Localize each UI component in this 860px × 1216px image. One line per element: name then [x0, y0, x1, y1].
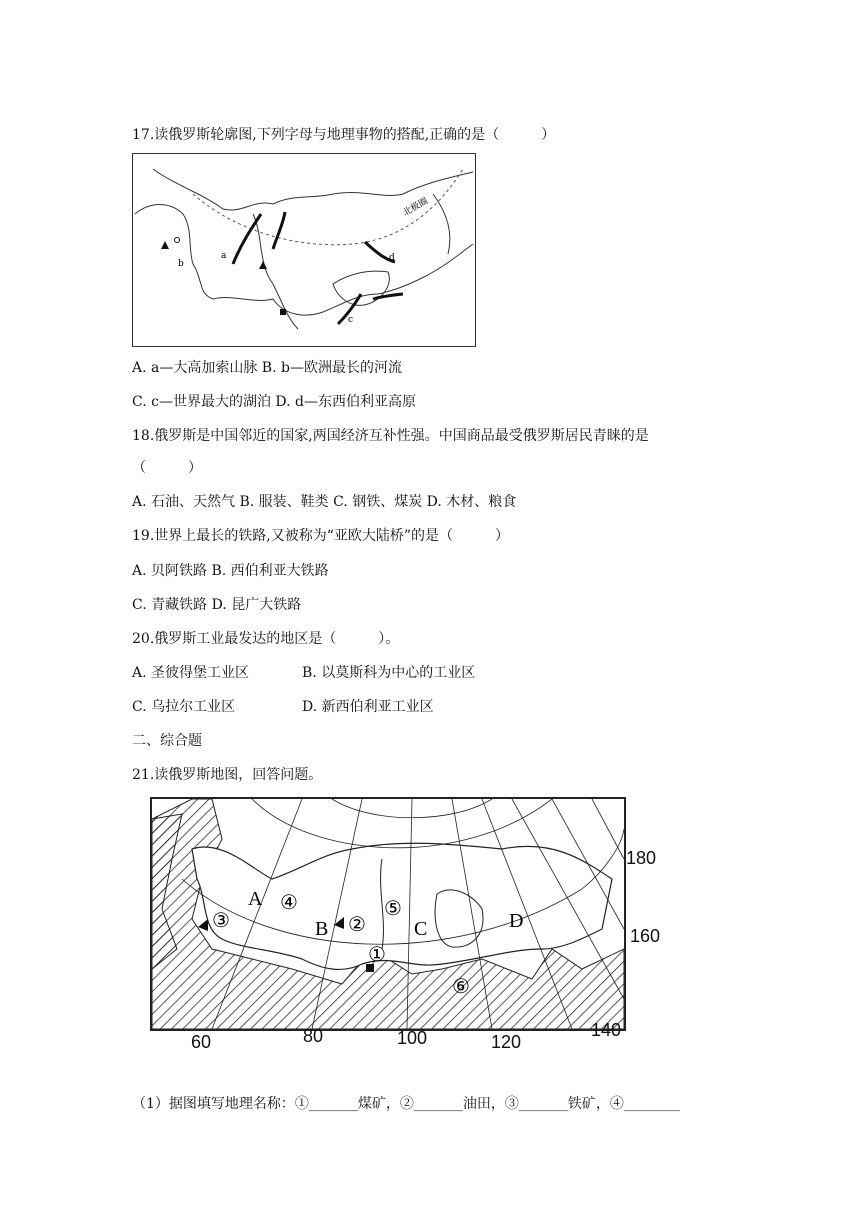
map1-label-b: b: [178, 259, 184, 269]
q21-sub1: （1）据图填写地理名称：①_______煤矿，②_______油田，③_______铁矿，④________: [132, 1096, 680, 1112]
q18-options: A. 石油、天然气 B. 服装、鞋类 C. 钢铁、煤炭 D. 木材、粮食: [132, 494, 517, 510]
map2-letter-b: B: [315, 918, 329, 940]
russia-outline-map: [132, 153, 476, 347]
longitude-140: 140: [591, 1020, 622, 1040]
q17-options-line2: C. c—世界最大的湖泊 D. d—东西伯利亚高原: [132, 394, 416, 410]
russia-map-graphic: [152, 799, 624, 1029]
longitude-100: 100: [397, 1028, 428, 1048]
map1-label-arctic-circle: 北极圈: [401, 196, 430, 219]
map2-letter-c: C: [414, 918, 428, 940]
map2-circle-2: ②: [348, 912, 366, 936]
q19-options-line1: A. 贝阿铁路 B. 西伯利亚大铁路: [132, 563, 329, 579]
q19-question: 19.世界上最长的铁路,又被称为“亚欧大陆桥”的是（ ）: [132, 528, 510, 544]
map2-circle-3: ③: [212, 908, 230, 932]
map2-letter-d: D: [509, 910, 524, 932]
russia-outline-map-graphic: [133, 154, 475, 346]
q18-blank: （ ）: [132, 460, 202, 476]
map1-label-c: c: [348, 315, 354, 325]
q20-option-b: B. 以莫斯科为中心的工业区: [302, 665, 476, 681]
q17-options-line1: A. a—大高加索山脉 B. b—欧洲最长的河流: [132, 360, 402, 376]
q18-question: 18.俄罗斯是中国邻近的国家,两国经济互补性强。中国商品最受俄罗斯居民青睐的是: [132, 428, 649, 444]
map2-letter-a: A: [248, 888, 263, 910]
longitude-60: 60: [191, 1032, 212, 1052]
longitude-160: 160: [630, 926, 661, 946]
q20-question: 20.俄罗斯工业最发达的地区是（ ）。: [132, 631, 400, 647]
map2-circle-1: ①: [368, 942, 386, 966]
longitude-180: 180: [626, 848, 657, 868]
q20-option-d: D. 新西伯利亚工业区: [302, 699, 434, 715]
section2-title: 二、综合题: [132, 733, 202, 749]
map2-circle-6: ⑥: [452, 974, 470, 998]
q19-options-line2: C. 青藏铁路 D. 昆广大铁路: [132, 597, 302, 613]
longitude-120: 120: [491, 1032, 522, 1052]
map2-circle-5: ⑤: [384, 896, 402, 920]
longitude-80: 80: [303, 1026, 324, 1046]
map1-label-a: a: [221, 251, 227, 261]
map2-circle-4: ④: [280, 890, 298, 914]
q20-option-a: A. 圣彼得堡工业区: [132, 665, 250, 681]
q20-option-c: C. 乌拉尔工业区: [132, 699, 236, 715]
q17-question: 17.读俄罗斯轮廓图,下列字母与地理事物的搭配,正确的是（ ）: [132, 127, 556, 143]
q21-question: 21.读俄罗斯地图，回答问题。: [132, 767, 323, 783]
map1-label-d: d: [389, 253, 395, 263]
russia-map: [150, 797, 626, 1031]
